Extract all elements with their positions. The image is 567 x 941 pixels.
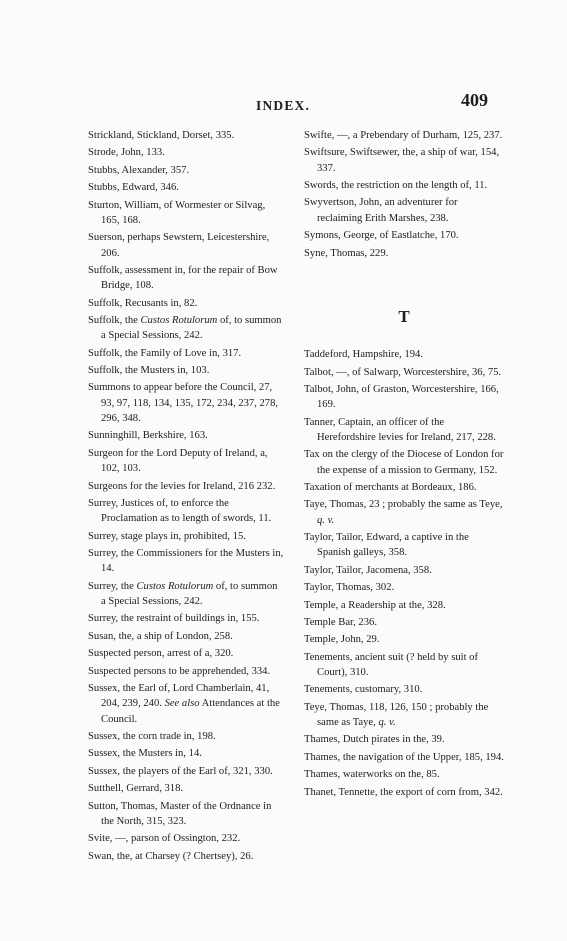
- index-entry: [304, 632, 504, 647]
- index-entry: [88, 799, 284, 830]
- index-entry-text: Sussex, the Earl of, Lord Chamberlain, 41, 204, 239, 240.: [88, 682, 270, 710]
- index-entry: [304, 700, 504, 731]
- index-entry: [304, 365, 504, 380]
- index-entry-text: Tax on the clergy of the Diocese of London for the expense of a mission to Germany, 152.: [304, 449, 504, 476]
- index-entry-text: Summons to appear before the Council, 27, 93, 97, 118, 134, 135, 172, 234, 237, 278, 296, 348.: [88, 382, 279, 425]
- index-entry-text: Suspected persons to be apprehended, 334.: [88, 665, 271, 677]
- index-entry-text: Strickland, Stickland, Dorset, 335.: [88, 130, 235, 141]
- index-entry-text: of, to summon a Special Sessions, 242.: [101, 315, 282, 342]
- section-letter-heading: T: [398, 306, 410, 326]
- index-entry-text: Taye, Thomas, 23 ; probably the same as Teye,: [304, 499, 503, 511]
- index-entry: [304, 750, 504, 765]
- index-entry-text: Syne, Thomas, 229.: [304, 247, 389, 259]
- index-entry-text: Temple Bar, 236.: [304, 616, 377, 628]
- index-entry-text: Swifte, —, a Prebendary of Durham, 125, 237.: [304, 130, 503, 141]
- index-entry: [88, 746, 284, 761]
- index-entry: [88, 296, 284, 311]
- index-entry-text: Sturton, William, of Wormester or Silvag, 165, 168.: [88, 199, 266, 226]
- index-entry: [88, 664, 284, 679]
- index-entry-text: Tanner, Captain, an officer of the Herefordshire levies for Ireland, 217, 228.: [304, 416, 496, 443]
- index-entry-text: Thanet, Tennette, the export of corn from, 342.: [304, 786, 503, 798]
- index-entry: [88, 446, 284, 477]
- index-entry-text: Teye, Thomas, 118, 126, 150 ; probably the same as Taye,: [304, 701, 489, 729]
- index-entry: [304, 128, 504, 143]
- index-entry: [304, 650, 504, 681]
- index-entry-text: Tenements, customary, 310.: [304, 684, 423, 696]
- index-entry: [304, 682, 504, 697]
- index-entry: [88, 764, 284, 779]
- index-entry-text: Tenements, ancient suit (? held by suit of Court), 310.: [304, 651, 479, 678]
- index-entry-italic: Custos Rotulorum: [140, 315, 218, 327]
- index-entry-italic: See also: [164, 698, 200, 710]
- index-entry-text: Thames, Dutch pirates in the, 39.: [304, 734, 445, 746]
- running-head-title: INDEX.: [256, 98, 311, 113]
- index-entry: [88, 496, 284, 527]
- index-entry-text: Stubbs, Edward, 346.: [88, 182, 179, 194]
- index-entry: [88, 781, 284, 796]
- index-entry: [304, 145, 504, 176]
- index-entry-italic: q. v.: [317, 514, 335, 526]
- index-entry-italic: Custos Rotulorum: [136, 580, 214, 592]
- index-entry-text: Sutthell, Gerrard, 318.: [88, 783, 184, 795]
- page-header: [0, 0, 567, 130]
- index-entry: [304, 497, 504, 528]
- page-number: 409: [461, 90, 488, 110]
- index-entry: [304, 228, 504, 243]
- index-entry: [304, 447, 504, 478]
- index-entry-text: Taylor, Tailor, Edward, a captive in the Spanish galleys, 358.: [304, 532, 469, 559]
- index-entry: [88, 145, 284, 160]
- index-entry-text: Suerson, perhaps Sewstern, Leicestershire, 206.: [88, 232, 270, 259]
- index-entry: [88, 128, 284, 143]
- index-entry-text: Taylor, Thomas, 302.: [304, 582, 395, 594]
- index-entry: [304, 598, 504, 613]
- index-entry: [88, 363, 284, 378]
- index-entry: [88, 849, 284, 864]
- index-entry-text: Suffolk, the Musters in, 103.: [88, 365, 210, 377]
- index-entry: [304, 615, 504, 630]
- index-entry: [304, 347, 504, 362]
- index-entry: [88, 263, 284, 294]
- index-entry: [88, 380, 284, 426]
- index-entry: [304, 382, 504, 413]
- index-entry: [88, 729, 284, 744]
- index-entry-text: Attendances at the Council.: [101, 698, 280, 725]
- index-entry-text: Surrey, Justices of, to enforce the Proclamation as to length of swords, 11.: [88, 497, 272, 525]
- index-entry: [88, 681, 284, 727]
- index-entry-text: Surgeon for the Lord Deputy of Ireland, a, 102, 103.: [88, 447, 268, 475]
- index-entry-text: Suspected person, arrest of a, 320.: [88, 648, 234, 660]
- index-entry-text: Temple, a Readership at the, 328.: [304, 599, 446, 611]
- index-entry-text: Suffolk, the: [88, 315, 141, 327]
- index-entry: [304, 785, 504, 800]
- index-entry-text: Surrey, the: [88, 580, 137, 592]
- index-entry-text: Surrey, the Commissioners for the Musters in, 14.: [88, 548, 284, 575]
- index-column-right: [304, 128, 504, 802]
- index-group-s: [304, 128, 504, 261]
- index-entry: [304, 563, 504, 578]
- index-entry-text: Taylor, Tailor, Jacomena, 358.: [304, 564, 432, 576]
- index-entry-text: Sussex, the players of the Earl of, 321, 330.: [88, 765, 273, 777]
- index-entry-text: Temple, John, 29.: [304, 634, 380, 646]
- index-entry-text: Thames, waterworks on the, 85.: [304, 769, 440, 781]
- index-entry: [304, 246, 504, 261]
- index-entry-text: Swan, the, at Charsey (? Chertsey), 26.: [88, 850, 254, 862]
- index-entry-text: Stubbs, Alexander, 357.: [88, 164, 190, 176]
- index-entry: [88, 629, 284, 644]
- index-entry-text: Surgeons for the levies for Ireland, 216 232.: [88, 480, 276, 492]
- index-entry-text: Sussex, the corn trade in, 198.: [88, 730, 216, 742]
- index-entry-text: Surrey, the restraint of buildings in, 155.: [88, 613, 260, 625]
- index-entry: [304, 195, 504, 226]
- index-entry-text: of, to summon a Special Sessions, 242.: [101, 580, 278, 607]
- index-entry: [88, 180, 284, 195]
- index-entry-text: Suffolk, Recusants in, 82.: [88, 297, 198, 309]
- index-entry: [304, 480, 504, 495]
- index-entry: [88, 198, 284, 229]
- index-entry: [88, 163, 284, 178]
- index-entry-text: Strode, John, 133.: [88, 147, 165, 159]
- index-entry: [304, 415, 504, 446]
- index-entry-text: Thames, the navigation of the Upper, 185, 194.: [304, 751, 504, 763]
- index-entry: [88, 428, 284, 443]
- index-entry-text: Svite, —, parson of Ossington, 232.: [88, 833, 241, 845]
- index-entry-text: Talbot, John, of Graston, Worcestershire, 166, 169.: [304, 383, 499, 411]
- index-entry: [88, 230, 284, 261]
- index-entry-text: Surrey, stage plays in, prohibited, 15.: [88, 530, 246, 542]
- index-entry: [88, 479, 284, 494]
- index-entry-text: Sussex, the Musters in, 14.: [88, 748, 202, 760]
- index-entry: [304, 580, 504, 595]
- index-entry: [304, 178, 504, 193]
- index-entry-italic: q. v.: [378, 717, 396, 729]
- index-entry: [88, 346, 284, 361]
- index-entry-text: Taddeford, Hampshire, 194.: [304, 349, 423, 361]
- index-entry: [88, 529, 284, 544]
- index-entry-text: Suffolk, assessment in, for the repair of Bow Bridge, 108.: [88, 264, 278, 292]
- index-group-t: [304, 347, 504, 800]
- index-entry-text: Swiftsure, Swiftsewer, the, a ship of war, 154, 337.: [304, 147, 500, 174]
- index-entry: [88, 646, 284, 661]
- index-entry: [304, 767, 504, 782]
- index-entry: [88, 831, 284, 846]
- index-entry-text: Taxation of merchants at Bordeaux, 186.: [304, 481, 477, 493]
- index-entry: [304, 530, 504, 561]
- index-entry-text: Talbot, —, of Salwarp, Worcestershire, 36, 75.: [304, 366, 502, 378]
- index-entry: [88, 611, 284, 626]
- index-entry: [88, 546, 284, 577]
- index-entry-text: Swords, the restriction on the length of, 11.: [304, 180, 488, 192]
- index-entry: [88, 579, 284, 610]
- index-column-left: [88, 128, 284, 866]
- index-entry-text: Symons, George, of Eastlatche, 170.: [304, 230, 459, 242]
- index-entry-text: Susan, the, a ship of London, 258.: [88, 630, 233, 642]
- index-entry-text: Sutton, Thomas, Master of the Ordnance in the North, 315, 323.: [88, 800, 272, 827]
- index-entry: [88, 313, 284, 344]
- index-entry-text: Suffolk, the Family of Love in, 317.: [88, 347, 242, 359]
- index-entry-text: Sunninghill, Berkshire, 163.: [88, 430, 208, 442]
- index-entry-text: Swyvertson, John, an adventurer for reclaiming Erith Marshes, 238.: [304, 197, 458, 224]
- index-entry: [304, 732, 504, 747]
